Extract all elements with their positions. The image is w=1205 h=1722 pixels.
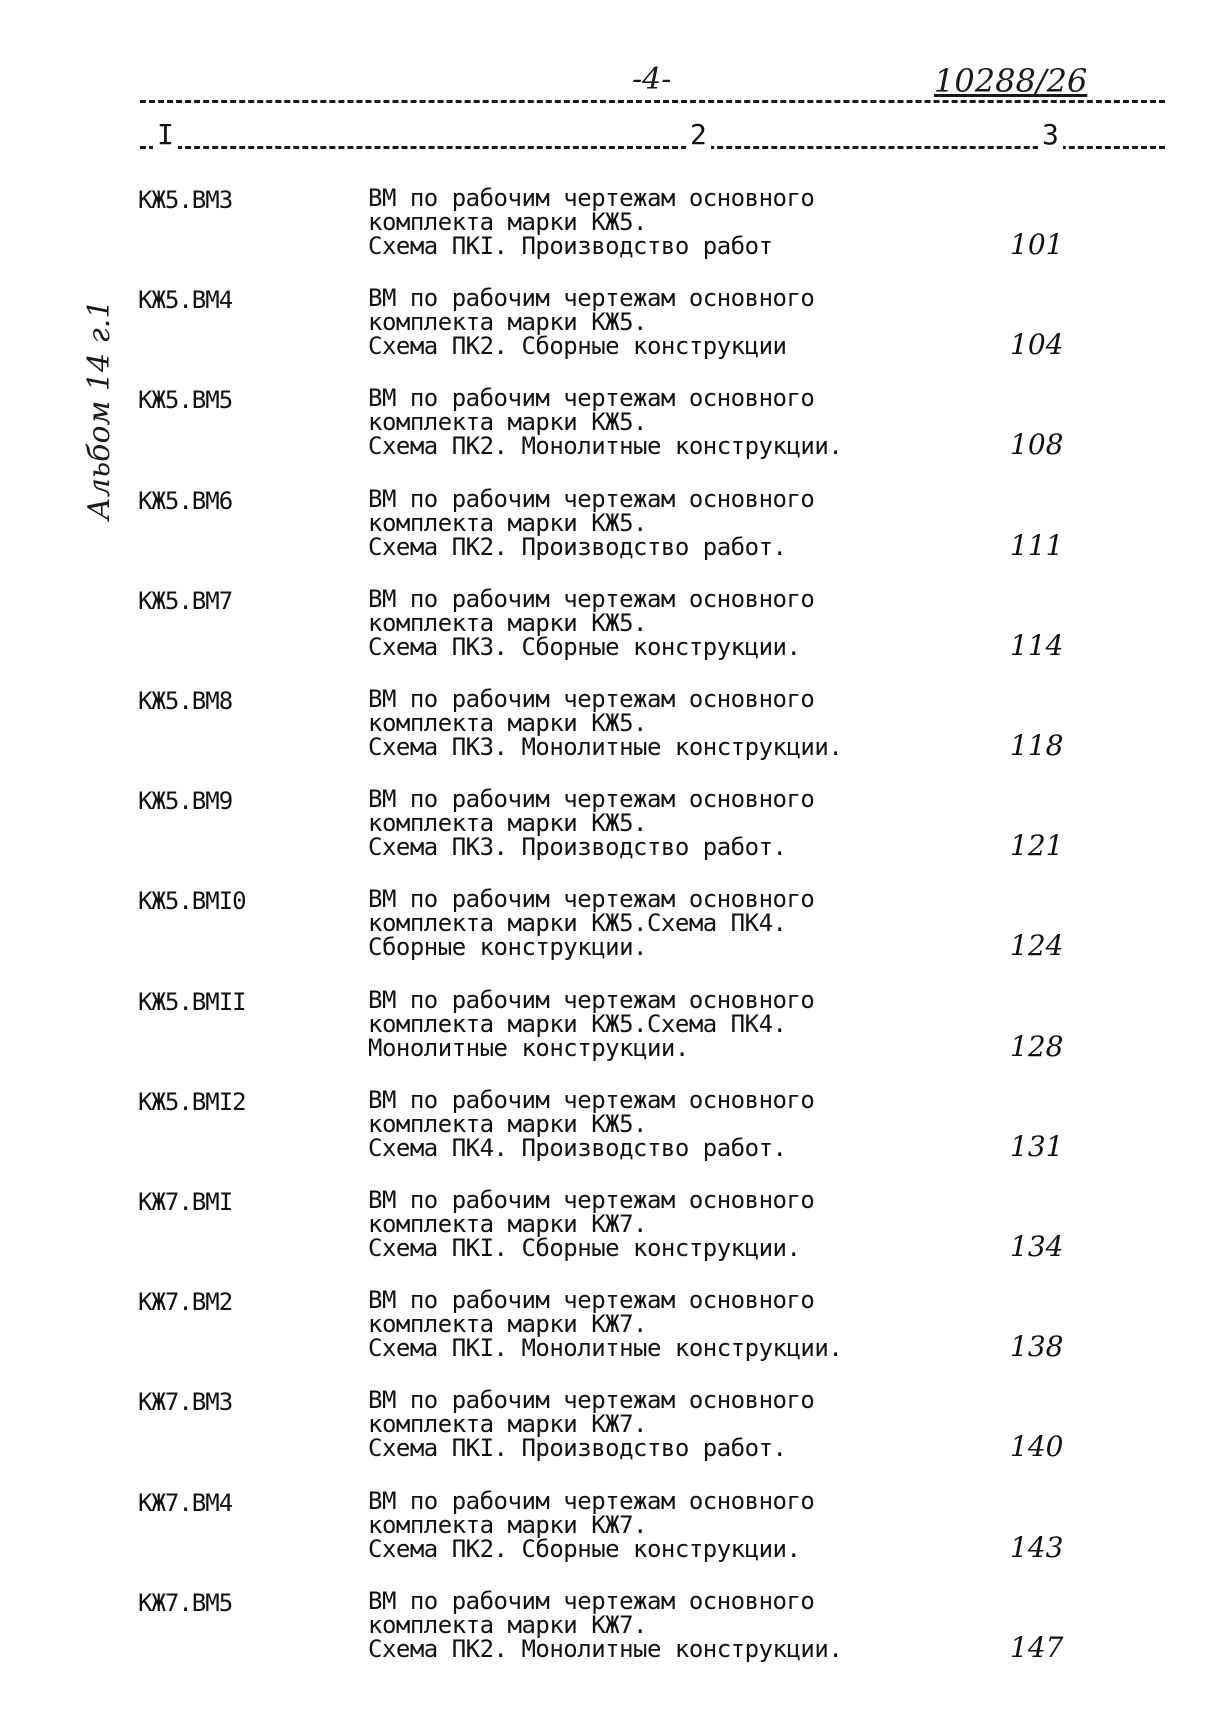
page-reference: 124 <box>1010 929 1064 963</box>
description-line: комплекта марки КЖ7. <box>368 1210 647 1238</box>
description-line: ВМ по рабочим чертежам основного <box>368 885 815 914</box>
description-line: комплекта марки КЖ5.Схема ПК4. <box>368 909 787 938</box>
description-line: комплекта марки КЖ5. <box>368 608 647 637</box>
list-item <box>0 286 1205 386</box>
document-code: КЖ7.ВМ3 <box>138 1388 233 1417</box>
document-code: КЖ5.ВМII <box>138 987 246 1016</box>
document-description <box>368 1085 928 1162</box>
document-code: КЖ5.ВМ6 <box>138 486 233 515</box>
document-code: КЖ7.ВМ2 <box>138 1288 233 1317</box>
page-reference: 101 <box>1010 228 1064 261</box>
description-line: комплекта марки КЖ7. <box>368 1310 647 1339</box>
page-reference: 131 <box>1010 1129 1064 1163</box>
description-line: ВМ по рабочим чертежам основного <box>368 1085 815 1114</box>
description-line: комплекта марки КЖ7. <box>368 1510 647 1539</box>
page-reference: 108 <box>1010 428 1064 462</box>
column-header-dashed-rule <box>140 146 1165 149</box>
description-line: ВМ по рабочим чертежам основного <box>368 1586 815 1615</box>
description-line: ВМ по рабочим чертежам основного <box>368 685 815 713</box>
description-line: ВМ по рабочим чертежам основного <box>368 1186 815 1214</box>
album-margin-note: Альбом 14 г.1 <box>82 299 117 520</box>
document-code: КЖ5.ВМ8 <box>138 687 233 715</box>
list-item <box>0 1586 1205 1689</box>
page-reference: 134 <box>1010 1230 1064 1263</box>
page-reference: 143 <box>1010 1530 1064 1564</box>
description-line: комплекта марки КЖ7. <box>368 1610 647 1639</box>
document-description <box>368 284 928 361</box>
description-line: Монолитные конструкции. <box>368 1033 689 1062</box>
description-line: Схема ПК2. Монолитные конструкции. <box>368 432 843 461</box>
document-code: КЖ5.ВМ4 <box>138 286 233 315</box>
document-description <box>368 885 928 962</box>
document-code: КЖ5.ВМ9 <box>138 787 233 816</box>
document-description <box>368 1586 928 1663</box>
document-description <box>368 1188 928 1260</box>
document-code: КЖ5.ВМ7 <box>138 586 233 615</box>
page-reference: 104 <box>1010 328 1064 362</box>
description-line: Схема ПК2. Монолитные конструкции. <box>368 1634 843 1663</box>
description-line: Сборные конструкции. <box>368 933 647 962</box>
description-line: комплекта марки КЖ5. <box>368 1109 647 1138</box>
description-line: Схема ПК3. Сборные конструкции. <box>368 632 801 661</box>
description-line: комплекта марки КЖ5. <box>368 408 647 437</box>
page-reference: 128 <box>1010 1029 1064 1063</box>
list-item <box>0 484 1205 587</box>
description-line: Схема ПКI. Производство работ <box>368 232 773 260</box>
description-line: ВМ по рабочим чертежам основного <box>368 985 815 1014</box>
description-line: комплекта марки КЖ5.Схема ПК4. <box>368 1009 787 1038</box>
list-item <box>0 887 1205 987</box>
document-code: КЖ7.ВМ5 <box>138 1588 233 1617</box>
document-code: КЖ5.ВМI0 <box>138 887 246 916</box>
document-code: КЖ7.ВМ4 <box>138 1488 233 1517</box>
description-line: ВМ по рабочим чертежам основного <box>368 1286 815 1315</box>
page-reference: 118 <box>1010 729 1064 762</box>
document-description <box>368 1386 928 1463</box>
description-line: Схема ПК3. Производство работ. <box>368 833 787 862</box>
list-item <box>0 687 1205 787</box>
description-line: Схема ПК2. Сборные конструкции. <box>368 1534 801 1563</box>
document-description <box>368 384 928 461</box>
description-line: Схема ПК3. Монолитные конструкции. <box>368 733 843 761</box>
description-line: ВМ по рабочим чертежам основного <box>368 384 815 413</box>
page-reference: 121 <box>1010 829 1064 863</box>
list-item <box>0 1288 1205 1388</box>
document-description <box>368 1286 928 1363</box>
description-line: ВМ по рабочим чертежам основного <box>368 284 815 313</box>
list-item <box>0 787 1205 887</box>
document-description <box>368 484 928 561</box>
list-item <box>0 1085 1205 1188</box>
description-line: комплекта марки КЖ5. <box>368 809 647 838</box>
description-line: ВМ по рабочим чертежам основного <box>368 484 815 513</box>
description-line: ВМ по рабочим чертежам основного <box>368 584 815 613</box>
description-line: Схема ПКI. Сборные конструкции. <box>368 1234 801 1262</box>
document-code: КЖ5.ВМ5 <box>138 386 233 415</box>
description-line: ВМ по рабочим чертежам основного <box>368 1486 815 1515</box>
description-line: Схема ПК2. Сборные конструкции <box>368 332 787 361</box>
document-code: КЖ7.ВМI <box>138 1188 233 1216</box>
column-header-3: 3 <box>1038 118 1063 151</box>
description-line: комплекта марки КЖ5. <box>368 709 647 737</box>
page-reference: 138 <box>1010 1330 1064 1364</box>
document-description <box>368 687 928 759</box>
column-header-2: 2 <box>686 118 711 151</box>
page-reference: 114 <box>1010 628 1064 662</box>
page-reference: 140 <box>1010 1430 1064 1464</box>
list-item <box>0 186 1205 286</box>
description-line: Схема ПК2. Производство работ. <box>368 532 787 561</box>
description-line: ВМ по рабочим чертежам основного <box>368 184 815 212</box>
document-number: 10288/26 <box>930 62 1091 100</box>
description-line: комплекта марки КЖ7. <box>368 1410 647 1439</box>
top-dashed-rule <box>140 100 1165 103</box>
page-number: -4- <box>628 62 675 97</box>
description-line: Схема ПКI. Монолитные конструкции. <box>368 1334 843 1363</box>
document-description <box>368 186 928 258</box>
description-line: ВМ по рабочим чертежам основного <box>368 1386 815 1415</box>
list-item <box>0 1486 1205 1589</box>
description-line: комплекта марки КЖ5. <box>368 208 647 236</box>
document-code: КЖ5.ВМI2 <box>138 1087 246 1116</box>
list-item <box>0 1388 1205 1488</box>
list-item <box>0 386 1205 486</box>
column-header-1: I <box>153 118 178 151</box>
document-description <box>368 785 928 862</box>
description-line: комплекта марки КЖ5. <box>368 508 647 537</box>
description-line: ВМ по рабочим чертежам основного <box>368 785 815 814</box>
list-item <box>0 1188 1205 1288</box>
page-reference: 111 <box>1010 528 1064 562</box>
list-item <box>0 584 1205 687</box>
description-line: Схема ПК4. Производство работ. <box>368 1133 787 1162</box>
document-code: КЖ5.ВМ3 <box>138 186 233 214</box>
description-line: Схема ПКI. Производство работ. <box>368 1434 787 1463</box>
document-description <box>368 985 928 1062</box>
description-line: комплекта марки КЖ5. <box>368 308 647 337</box>
list-item <box>0 985 1205 1088</box>
document-description <box>368 1486 928 1563</box>
page-reference: 147 <box>1010 1630 1064 1664</box>
document-description <box>368 584 928 661</box>
